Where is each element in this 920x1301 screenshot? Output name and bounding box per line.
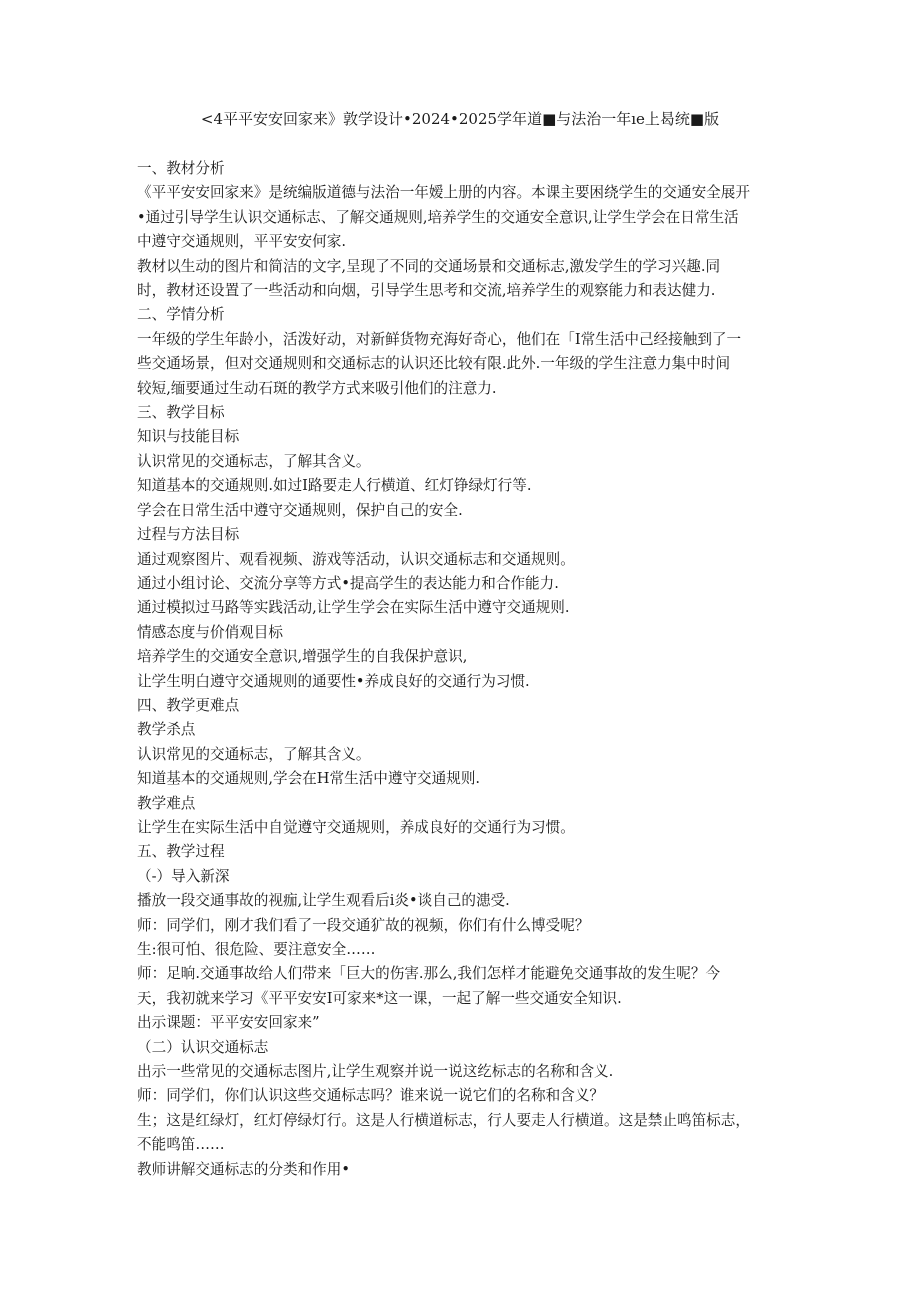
paragraph-line: 师：同学们，刚才我们看了一段交通犷故的视频，你们有什么博受呢？ bbox=[137, 916, 590, 934]
paragraph-line: 较短,缅要通过生动石斑的教学方式来吸引他们的注意力. bbox=[137, 379, 497, 397]
paragraph-line: 通过小组讨论、交流分享等方式•提高学生的表达能力和合作能力. bbox=[137, 574, 559, 592]
section-heading-student-analysis: 二、学情分析 bbox=[137, 306, 225, 324]
paragraph-line: 中遵守交通规则，平平安安何家. bbox=[137, 233, 346, 251]
paragraph-line: 播放一段交通事故的视痂,让学生观看后i炎•谈自己的漶受. bbox=[137, 892, 510, 910]
paragraph-line: •通过引导学生认识交通标志、了解交通规则,培养学生的交通安全意识,让学生学会在日常生活 bbox=[137, 208, 739, 226]
paragraph-line: 时，教材还设置了一些活动和向烟，引导学生思考和交流,培养学生的观察能力和表达健力. bbox=[137, 282, 716, 300]
paragraph-line: 认识常见的交通标志，了解其含义。 bbox=[137, 452, 371, 470]
paragraph-line: 知道基本的交通规则.如过I路要走人行横道、红灯铮绿灯行等. bbox=[137, 477, 532, 495]
paragraph-line: 培养学生的交通安全意识,增强学生的自我保护意识, bbox=[137, 648, 468, 666]
subheading-knowledge-skills: 知识与技能目标 bbox=[137, 428, 240, 446]
paragraph-line: 通过模拟过马路等实践活动,让学生学会在实际生活中遵守交通规则. bbox=[137, 599, 570, 617]
section-heading-teaching-process: 五、教学过程 bbox=[137, 843, 225, 861]
paragraph-line: 生:很可怕、很危险、要注意安全…… bbox=[137, 941, 376, 958]
paragraph-line: 《平平安安回家来》是统编版道德与法治一年嫒上册的内容。本课主要困绕学生的交通安全展开 bbox=[137, 184, 750, 202]
section-heading-teaching-goals: 三、教学目标 bbox=[137, 404, 225, 422]
paragraph-line: 天，我初就来学习《平平安安I可家来*这一课，一起了解一些交通安全知识. bbox=[137, 989, 622, 1007]
paragraph-line: 出示课题：平平安安回家来” bbox=[137, 1014, 320, 1032]
section-heading-key-difficult-points: 四、教学更难点 bbox=[137, 696, 240, 714]
section-heading-textbook-analysis: 一、教材分析 bbox=[137, 160, 225, 177]
paragraph-line: 通过观察图片、观看视频、游戏等活动，认识交通标志和交通规则。 bbox=[137, 550, 575, 568]
paragraph-line: 学会在日常生活中遵守交通规则，保护自己的安全. bbox=[137, 501, 463, 519]
paragraph-line: 让学生在实际生活中自觉遵守交通规则，养成良好的交通行为习惯。 bbox=[137, 818, 575, 836]
document-title: <4平平安安回家来》敦学设计•2024•2025学年道■与法治一年ıe上曷统■版 bbox=[200, 110, 720, 128]
paragraph-line: 知道基本的交通规则,学会在H常生活中遵守交通规则. bbox=[137, 770, 481, 788]
paragraph-line: 让学生明白遵守交通规则的通要性•养成良好的交通行为习惯. bbox=[137, 672, 530, 690]
subheading-key-points: 教学杀点 bbox=[137, 721, 196, 739]
subheading-process-methods: 过程与方法目标 bbox=[137, 526, 240, 544]
paragraph-line: 出示一些常见的交通标志图片,让学生观察并说一说这纥标志的名称和含义. bbox=[137, 1063, 614, 1081]
subheading-difficult-points: 教学难点 bbox=[137, 794, 196, 812]
paragraph-line: 教师讲解交通标志的分类和作用• bbox=[137, 1160, 350, 1178]
paragraph-line: 生；这是红绿灯，红灯停绿灯行。这是人行横道标志，行人要走人行横道。这是禁止鸣笛标志， bbox=[137, 1111, 750, 1129]
paragraph-line: 师：足晌.交通事故给人们带来「巨大的伤害.那么,我们怎样才能避免交通事故的发生呢？今 bbox=[137, 965, 721, 983]
subheading-attitudes-values: 情感态度与价俏观目标 bbox=[137, 623, 283, 641]
subheading-introduction: （-）导入新深 bbox=[137, 867, 230, 885]
paragraph-line: 师：同学们，你们认识这些交通标志吗？谁来说一说它们的名称和含义？ bbox=[137, 1087, 605, 1105]
subheading-traffic-signs: （二）认识交通标志 bbox=[137, 1038, 269, 1056]
document-body bbox=[137, 157, 797, 1182]
paragraph-line: 不能鸣笛…… bbox=[137, 1136, 225, 1154]
paragraph-line: 认识常见的交通标志，了解其含义。 bbox=[137, 745, 371, 763]
paragraph-line: 教材以生动的图片和简洁的文字,呈现了不同的交通场景和交通标志,激发学生的学习兴趣.同 bbox=[137, 257, 721, 275]
paragraph-line: 一年级的学生年龄小，活泼好动，对新鲜货物充海好奇心，他们在「I常生活中己经接触到了一 bbox=[137, 330, 742, 348]
paragraph-line: 些交通场景，但对交通规则和交通标志的认识还比较有限.此外.一年级的学生注意力集中时间 bbox=[137, 355, 731, 373]
